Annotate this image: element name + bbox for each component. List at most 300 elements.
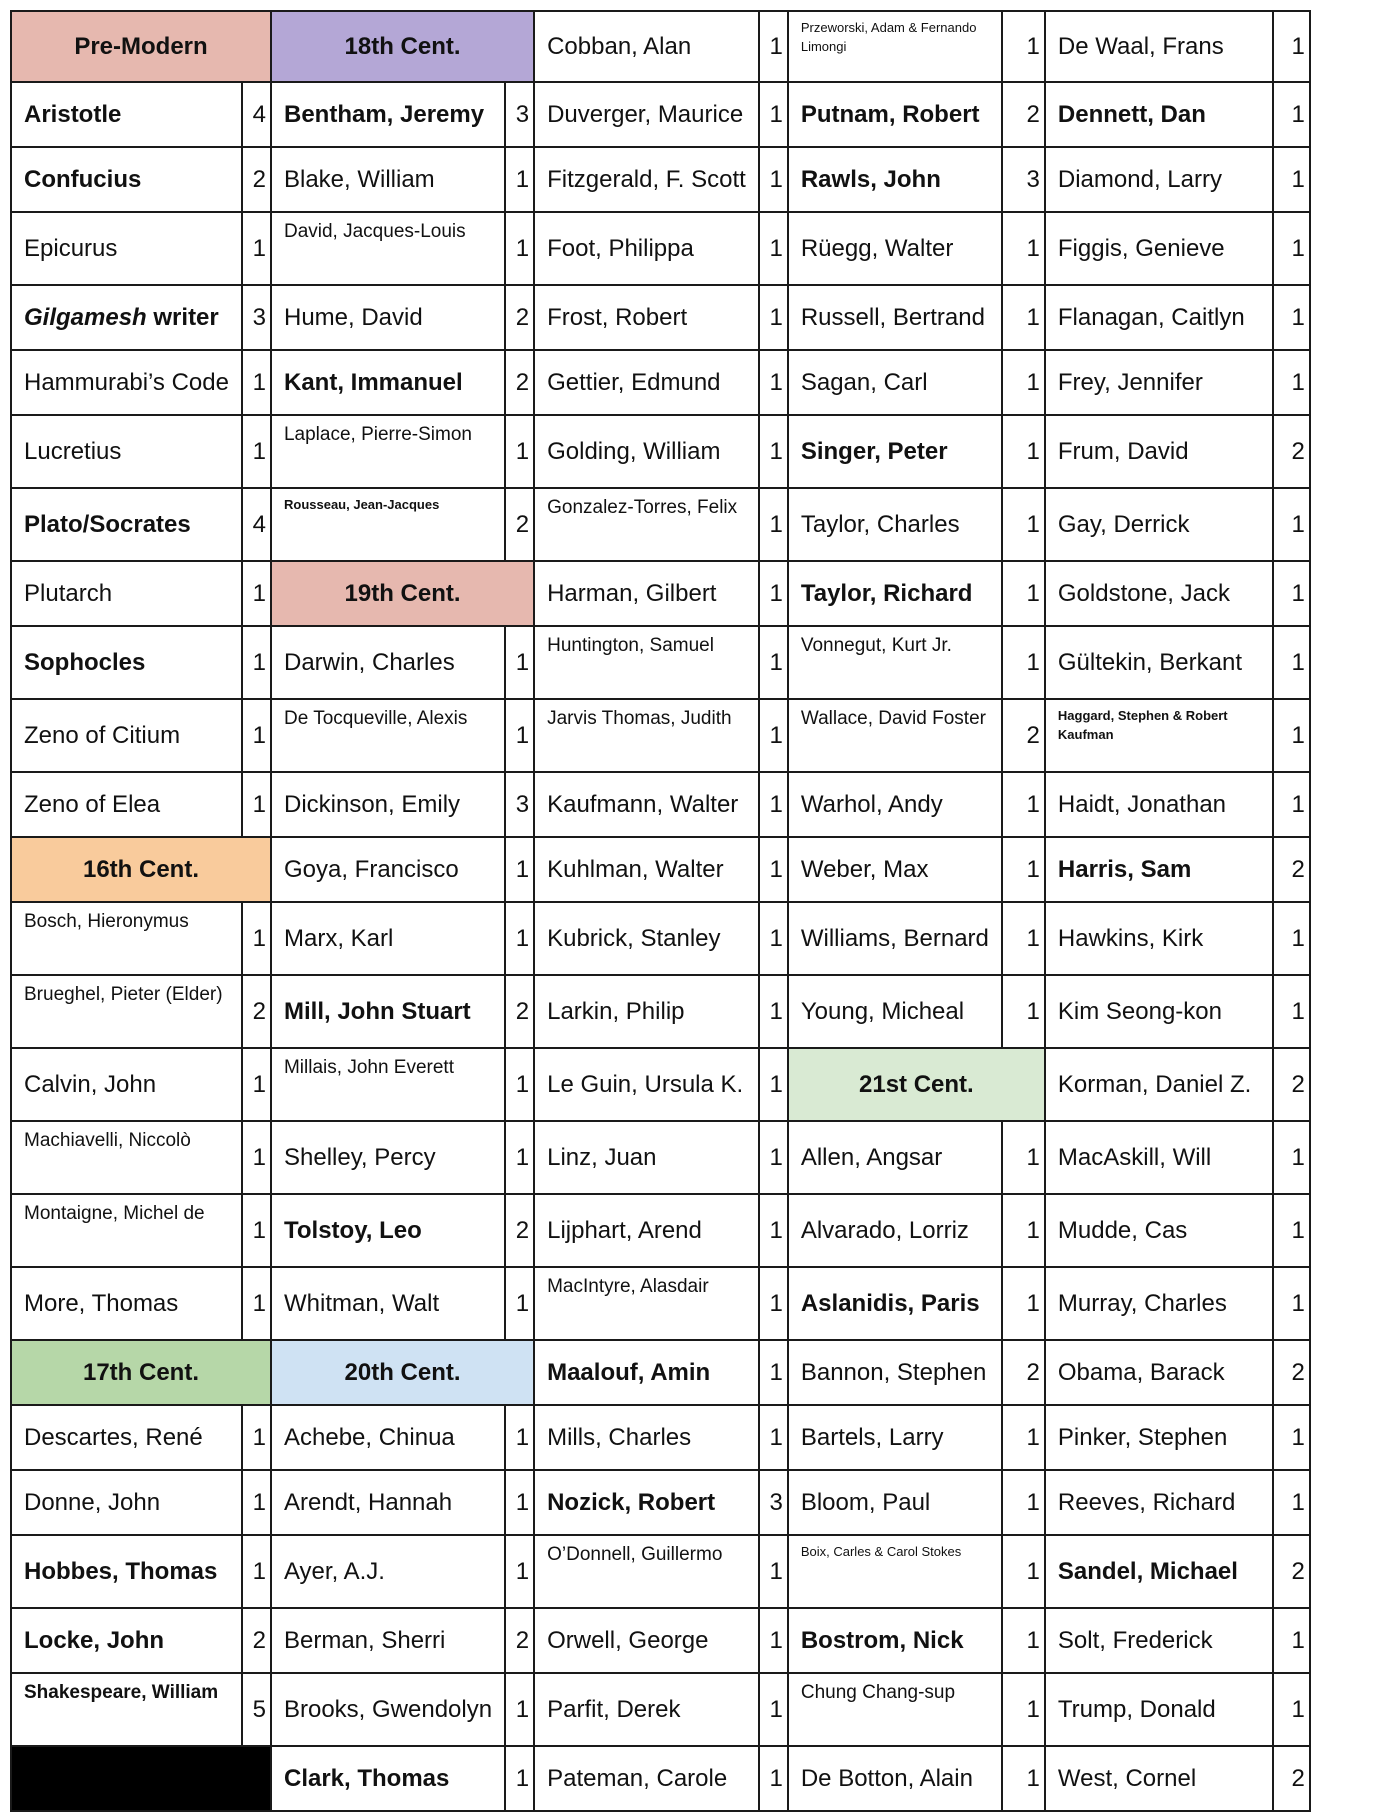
author-name: Sagan, Carl	[800, 368, 928, 396]
table-row	[11, 147, 1310, 212]
author-name-cell	[271, 1121, 505, 1194]
author-name-cell	[534, 350, 759, 415]
author-name-cell	[11, 350, 242, 415]
author-name: Korman, Daniel Z.	[1057, 1070, 1252, 1098]
author-name-cell	[534, 147, 759, 212]
author-name: Brooks, Gwendolyn	[283, 1695, 493, 1723]
citation-count: 2	[505, 1608, 534, 1673]
author-name: Figgis, Genieve	[1057, 234, 1225, 262]
author-name: Sandel, Michael	[1057, 1557, 1238, 1585]
author-name: Le Guin, Ursula K.	[547, 1070, 744, 1098]
author-name: Bloom, Paul	[800, 1488, 931, 1516]
citation-count: 1	[759, 1048, 788, 1121]
author-name-cell	[271, 82, 505, 147]
citation-count: 2	[242, 975, 271, 1048]
author-name: Hammurabi’s Code	[24, 368, 229, 396]
author-name-cell	[534, 285, 759, 350]
citation-count: 1	[759, 699, 788, 772]
author-name-cell	[11, 82, 242, 147]
author-name-cell	[11, 488, 242, 561]
author-name: Machiavelli, Niccolò	[24, 1130, 191, 1151]
citation-count: 2	[1273, 837, 1310, 902]
citation-count: 1	[1002, 1746, 1045, 1811]
citation-count: 1	[1002, 772, 1045, 837]
author-name-cell	[534, 1267, 759, 1340]
century-header: 19th Cent.	[271, 561, 534, 626]
author-name: Descartes, René	[24, 1423, 203, 1451]
citation-count: 1	[505, 415, 534, 488]
author-name: Montaigne, Michel de	[24, 1203, 205, 1224]
citation-count: 4	[242, 82, 271, 147]
author-name-cell	[534, 1470, 759, 1535]
author-name: Frey, Jennifer	[1057, 368, 1203, 396]
citation-count: 1	[242, 1048, 271, 1121]
author-name: Larkin, Philip	[547, 997, 685, 1025]
filler-cell	[11, 1746, 271, 1811]
author-name: Orwell, George	[547, 1626, 709, 1654]
citation-count: 1	[505, 1470, 534, 1535]
table-row	[11, 837, 1310, 902]
author-name-cell	[788, 1405, 1002, 1470]
citation-count: 2	[1273, 415, 1310, 488]
author-name: Weber, Max	[800, 855, 929, 883]
citation-count: 2	[1273, 1535, 1310, 1608]
author-name: Jarvis Thomas, Judith	[547, 708, 732, 729]
author-name-cell	[534, 415, 759, 488]
table-row	[11, 561, 1310, 626]
author-name: Kaufmann, Walter	[547, 790, 739, 818]
author-name: Linz, Juan	[547, 1143, 657, 1171]
author-name-cell	[1045, 11, 1273, 82]
author-name: Plato/Socrates	[24, 510, 191, 538]
citation-count: 1	[242, 1535, 271, 1608]
author-name-cell	[534, 1673, 759, 1746]
author-name: Kim Seong-kon	[1057, 997, 1222, 1025]
author-name: Young, Micheal	[800, 997, 965, 1025]
author-name: West, Cornel	[1057, 1764, 1197, 1792]
author-name: Lijphart, Arend	[547, 1216, 702, 1244]
author-name-cell	[1045, 488, 1273, 561]
century-header: 17th Cent.	[11, 1340, 271, 1405]
citation-count: 1	[759, 561, 788, 626]
citation-count: 1	[1273, 1121, 1310, 1194]
table-row	[11, 626, 1310, 699]
table-row	[11, 1470, 1310, 1535]
author-name-cell	[534, 1340, 759, 1405]
century-header: 20th Cent.	[271, 1340, 534, 1405]
author-name: Shakespeare, William	[24, 1682, 219, 1703]
citation-count: 1	[505, 626, 534, 699]
author-name: Wallace, David Foster	[800, 708, 986, 729]
author-name-cell	[788, 902, 1002, 975]
citation-count: 1	[242, 1405, 271, 1470]
author-name-cell	[271, 415, 505, 488]
author-name: Dennett, Dan	[1057, 100, 1206, 128]
citation-count: 2	[1273, 1048, 1310, 1121]
author-name: Brueghel, Pieter (Elder)	[24, 984, 223, 1005]
author-name: Zeno of Elea	[24, 790, 161, 818]
author-name-cell	[1045, 82, 1273, 147]
author-name-cell	[1045, 1405, 1273, 1470]
citation-count: 1	[759, 11, 788, 82]
citation-count: 5	[242, 1673, 271, 1746]
citation-count: 1	[1273, 147, 1310, 212]
author-name-cell	[1045, 1746, 1273, 1811]
citation-count: 1	[505, 1746, 534, 1811]
citation-count: 2	[505, 975, 534, 1048]
author-name-cell	[1045, 1267, 1273, 1340]
author-name-cell	[534, 1608, 759, 1673]
citation-count: 1	[505, 1535, 534, 1608]
citation-count: 1	[759, 1405, 788, 1470]
citation-count: 1	[759, 626, 788, 699]
table-row	[11, 285, 1310, 350]
author-name-cell	[271, 1746, 505, 1811]
citation-count: 1	[505, 1048, 534, 1121]
citation-count: 1	[1002, 1673, 1045, 1746]
author-name: Haidt, Jonathan	[1057, 790, 1227, 818]
citation-count: 1	[759, 350, 788, 415]
table-row	[11, 415, 1310, 488]
author-name-cell	[1045, 699, 1273, 772]
author-name: Taylor, Charles	[800, 510, 960, 538]
citation-count: 1	[759, 1746, 788, 1811]
citation-count: 1	[759, 1267, 788, 1340]
author-name-cell	[788, 415, 1002, 488]
author-name: Taylor, Richard	[800, 579, 973, 607]
table-row	[11, 1673, 1310, 1746]
author-name: Putnam, Robert	[800, 100, 980, 128]
author-name: Flanagan, Caitlyn	[1057, 303, 1245, 331]
author-name-cell	[1045, 1194, 1273, 1267]
author-name-cell	[788, 1340, 1002, 1405]
author-name-cell	[534, 1121, 759, 1194]
author-name-cell	[11, 902, 242, 975]
citation-count: 1	[242, 1470, 271, 1535]
citation-count: 1	[1273, 11, 1310, 82]
citation-count: 1	[759, 902, 788, 975]
author-name-cell	[271, 1535, 505, 1608]
author-name: Frost, Robert	[547, 303, 688, 331]
table-row	[11, 488, 1310, 561]
author-name-cell	[271, 147, 505, 212]
author-name: Harris, Sam	[1057, 855, 1192, 883]
table-row	[11, 82, 1310, 147]
author-name-cell	[1045, 561, 1273, 626]
author-name: Kuhlman, Walter	[547, 855, 724, 883]
citation-count: 1	[759, 1340, 788, 1405]
author-name: Goldstone, Jack	[1057, 579, 1230, 607]
author-name: O’Donnell, Guillermo	[547, 1544, 723, 1565]
author-name-cell	[788, 1535, 1002, 1608]
author-name-cell	[534, 82, 759, 147]
author-name: Dickinson, Emily	[283, 790, 461, 818]
author-name-cell	[271, 1608, 505, 1673]
table-row	[11, 1535, 1310, 1608]
author-name-cell	[271, 699, 505, 772]
citation-count: 1	[1002, 285, 1045, 350]
author-name-cell	[1045, 1535, 1273, 1608]
citation-count: 1	[505, 699, 534, 772]
author-name-cell	[1045, 975, 1273, 1048]
author-name: Bostrom, Nick	[800, 1626, 964, 1654]
table-row	[11, 1746, 1310, 1811]
author-name-cell	[271, 1267, 505, 1340]
author-name: Maalouf, Amin	[547, 1358, 711, 1386]
author-name-cell	[11, 1535, 242, 1608]
table-row	[11, 1194, 1310, 1267]
citation-count: 1	[1002, 1121, 1045, 1194]
citation-count: 1	[242, 1194, 271, 1267]
table-row	[11, 772, 1310, 837]
author-name-cell	[788, 699, 1002, 772]
citation-count: 1	[759, 1194, 788, 1267]
author-name: De Tocqueville, Alexis	[283, 708, 468, 729]
citation-count: 1	[505, 1267, 534, 1340]
author-name: Pateman, Carole	[547, 1764, 728, 1792]
citation-count: 3	[1002, 147, 1045, 212]
author-name: Laplace, Pierre-Simon	[283, 424, 472, 445]
author-name: Foot, Philippa	[547, 234, 694, 262]
author-name-cell	[788, 350, 1002, 415]
citation-count: 1	[759, 1535, 788, 1608]
citation-count: 1	[1002, 837, 1045, 902]
table-row	[11, 1340, 1310, 1405]
citation-count: 1	[505, 147, 534, 212]
citation-count: 1	[759, 837, 788, 902]
citation-count: 1	[505, 212, 534, 285]
citation-count: 3	[505, 772, 534, 837]
author-name-cell	[534, 1405, 759, 1470]
citation-count: 1	[242, 626, 271, 699]
author-name-cell	[788, 212, 1002, 285]
author-name-cell	[271, 488, 505, 561]
citation-count: 1	[242, 212, 271, 285]
table-row	[11, 11, 1310, 82]
citation-count: 1	[242, 1121, 271, 1194]
author-name: Clark, Thomas	[283, 1764, 450, 1792]
citation-count: 2	[505, 488, 534, 561]
author-name-cell	[788, 1267, 1002, 1340]
author-name-cell	[1045, 1121, 1273, 1194]
author-name-cell	[534, 11, 759, 82]
citation-count: 1	[1273, 699, 1310, 772]
citation-count: 3	[242, 285, 271, 350]
citation-count: 1	[759, 488, 788, 561]
author-name: David, Jacques-Louis	[283, 221, 466, 242]
author-name: Tolstoy, Leo	[283, 1216, 422, 1244]
citation-count: 1	[505, 837, 534, 902]
citation-count: 1	[1002, 975, 1045, 1048]
author-name-cell	[11, 415, 242, 488]
author-name: Darwin, Charles	[283, 648, 455, 676]
author-name: Millais, John Everett	[283, 1057, 454, 1078]
author-name-cell	[1045, 1608, 1273, 1673]
author-name: Gettier, Edmund	[547, 368, 721, 396]
citation-count: 3	[505, 82, 534, 147]
author-name-cell	[788, 626, 1002, 699]
table-row	[11, 212, 1310, 285]
author-name: Aslanidis, Paris	[800, 1289, 980, 1317]
author-name: Haggard, Stephen & Robert Kaufman	[1057, 708, 1228, 742]
citation-count: 1	[242, 699, 271, 772]
author-name: Rousseau, Jean-Jacques	[283, 497, 440, 512]
author-name-suffix: writer	[146, 303, 219, 331]
author-name-cell	[534, 975, 759, 1048]
author-name-cell	[271, 212, 505, 285]
author-name: Hawkins, Kirk	[1057, 924, 1204, 952]
author-name-cell	[788, 82, 1002, 147]
author-name-cell	[534, 1535, 759, 1608]
author-name: Kubrick, Stanley	[547, 924, 721, 952]
author-name-cell	[271, 626, 505, 699]
author-name-cell	[1045, 837, 1273, 902]
author-name-cell	[271, 837, 505, 902]
author-name-cell	[534, 1746, 759, 1811]
century-header: 21st Cent.	[788, 1048, 1045, 1121]
author-name: MacAskill, Will	[1057, 1143, 1212, 1171]
author-name-cell	[11, 1121, 242, 1194]
author-name-cell	[1045, 147, 1273, 212]
author-name-cell	[11, 1405, 242, 1470]
author-name-cell	[788, 488, 1002, 561]
author-name: Bosch, Hieronymus	[24, 911, 189, 932]
author-name-cell	[788, 1746, 1002, 1811]
author-name: Frum, David	[1057, 437, 1189, 465]
citation-count: 1	[1273, 350, 1310, 415]
table-row	[11, 975, 1310, 1048]
author-name-cell	[1045, 1673, 1273, 1746]
author-name-cell	[788, 1470, 1002, 1535]
author-name: Huntington, Samuel	[547, 635, 714, 656]
century-header: Pre-Modern	[11, 11, 271, 82]
author-name-cell	[534, 626, 759, 699]
citation-count: 2	[242, 1608, 271, 1673]
table-row	[11, 902, 1310, 975]
authors-by-century-table	[10, 10, 1311, 1812]
citation-count: 1	[242, 350, 271, 415]
author-name-cell	[271, 902, 505, 975]
author-name-cell	[271, 1470, 505, 1535]
citation-count: 1	[505, 902, 534, 975]
author-name-cell	[11, 975, 242, 1048]
citation-count: 1	[1273, 902, 1310, 975]
author-name-cell	[1045, 350, 1273, 415]
author-name: De Waal, Frans	[1057, 32, 1224, 60]
author-name-cell	[271, 1048, 505, 1121]
author-name-cell	[534, 699, 759, 772]
citation-count: 1	[1273, 1608, 1310, 1673]
author-name: Locke, John	[24, 1626, 165, 1654]
author-name: Cobban, Alan	[547, 32, 692, 60]
citation-count: 1	[759, 82, 788, 147]
author-name-cell	[788, 11, 1002, 82]
author-name: Ayer, A.J.	[283, 1557, 385, 1585]
author-name: MacIntyre, Alasdair	[547, 1276, 709, 1297]
century-header: 18th Cent.	[271, 11, 534, 82]
author-name: Warhol, Andy	[800, 790, 943, 818]
author-name-cell	[1045, 415, 1273, 488]
author-name: Murray, Charles	[1057, 1289, 1227, 1317]
author-name-cell	[788, 1608, 1002, 1673]
citation-count: 1	[759, 285, 788, 350]
citation-count: 2	[242, 147, 271, 212]
century-header: 16th Cent.	[11, 837, 271, 902]
author-name-cell	[534, 837, 759, 902]
citation-count: 1	[242, 415, 271, 488]
author-name: Mills, Charles	[547, 1423, 692, 1451]
author-name: Gay, Derrick	[1057, 510, 1190, 538]
author-name-cell	[11, 1608, 242, 1673]
author-name-cell	[1045, 902, 1273, 975]
citation-count: 1	[1002, 1267, 1045, 1340]
citation-count: 1	[759, 147, 788, 212]
author-name-cell	[788, 975, 1002, 1048]
author-name-cell	[1045, 212, 1273, 285]
author-name-cell	[788, 147, 1002, 212]
author-name: Rüegg, Walter	[800, 234, 954, 262]
author-name-cell	[11, 147, 242, 212]
author-name-cell	[11, 699, 242, 772]
author-name: Hume, David	[283, 303, 423, 331]
author-name-cell	[534, 772, 759, 837]
citation-count: 1	[1273, 1405, 1310, 1470]
citation-count: 2	[1273, 1340, 1310, 1405]
author-name-cell	[1045, 285, 1273, 350]
author-name-cell	[271, 285, 505, 350]
author-name-cell	[534, 561, 759, 626]
table-row	[11, 1267, 1310, 1340]
citation-count: 1	[1002, 350, 1045, 415]
author-name: Bentham, Jeremy	[283, 100, 485, 128]
citation-count: 1	[1273, 1267, 1310, 1340]
author-name-cell	[534, 212, 759, 285]
author-name: Chung Chang-sup	[800, 1682, 956, 1703]
table-row	[11, 1048, 1310, 1121]
citation-count: 1	[1273, 212, 1310, 285]
citation-count: 1	[1002, 626, 1045, 699]
author-name: Shelley, Percy	[283, 1143, 436, 1171]
author-name: Epicurus	[24, 234, 118, 262]
citation-count: 1	[1002, 1194, 1045, 1267]
author-name: Fitzgerald, F. Scott	[547, 165, 746, 193]
author-name: Hobbes, Thomas	[24, 1557, 218, 1585]
author-name: Arendt, Hannah	[283, 1488, 453, 1516]
author-name: Gilgamesh	[24, 303, 147, 331]
citation-count: 1	[1002, 902, 1045, 975]
author-name: Obama, Barack	[1057, 1358, 1225, 1386]
author-name-cell	[11, 1194, 242, 1267]
author-name: Parfit, Derek	[547, 1695, 681, 1723]
author-name-cell	[271, 772, 505, 837]
author-name: Calvin, John	[24, 1070, 157, 1098]
author-name: Bannon, Stephen	[800, 1358, 987, 1386]
citation-count: 2	[1002, 1340, 1045, 1405]
author-name-cell	[11, 1470, 242, 1535]
author-name-cell	[271, 975, 505, 1048]
citation-count: 2	[1002, 82, 1045, 147]
author-name: Marx, Karl	[283, 924, 394, 952]
table-row	[11, 350, 1310, 415]
author-name-cell	[11, 772, 242, 837]
citation-count: 1	[1273, 626, 1310, 699]
author-name-cell	[271, 1673, 505, 1746]
author-name-cell	[534, 902, 759, 975]
author-name-cell	[788, 772, 1002, 837]
author-name-cell	[788, 561, 1002, 626]
author-name: Mudde, Cas	[1057, 1216, 1188, 1244]
citation-count: 1	[1002, 1535, 1045, 1608]
